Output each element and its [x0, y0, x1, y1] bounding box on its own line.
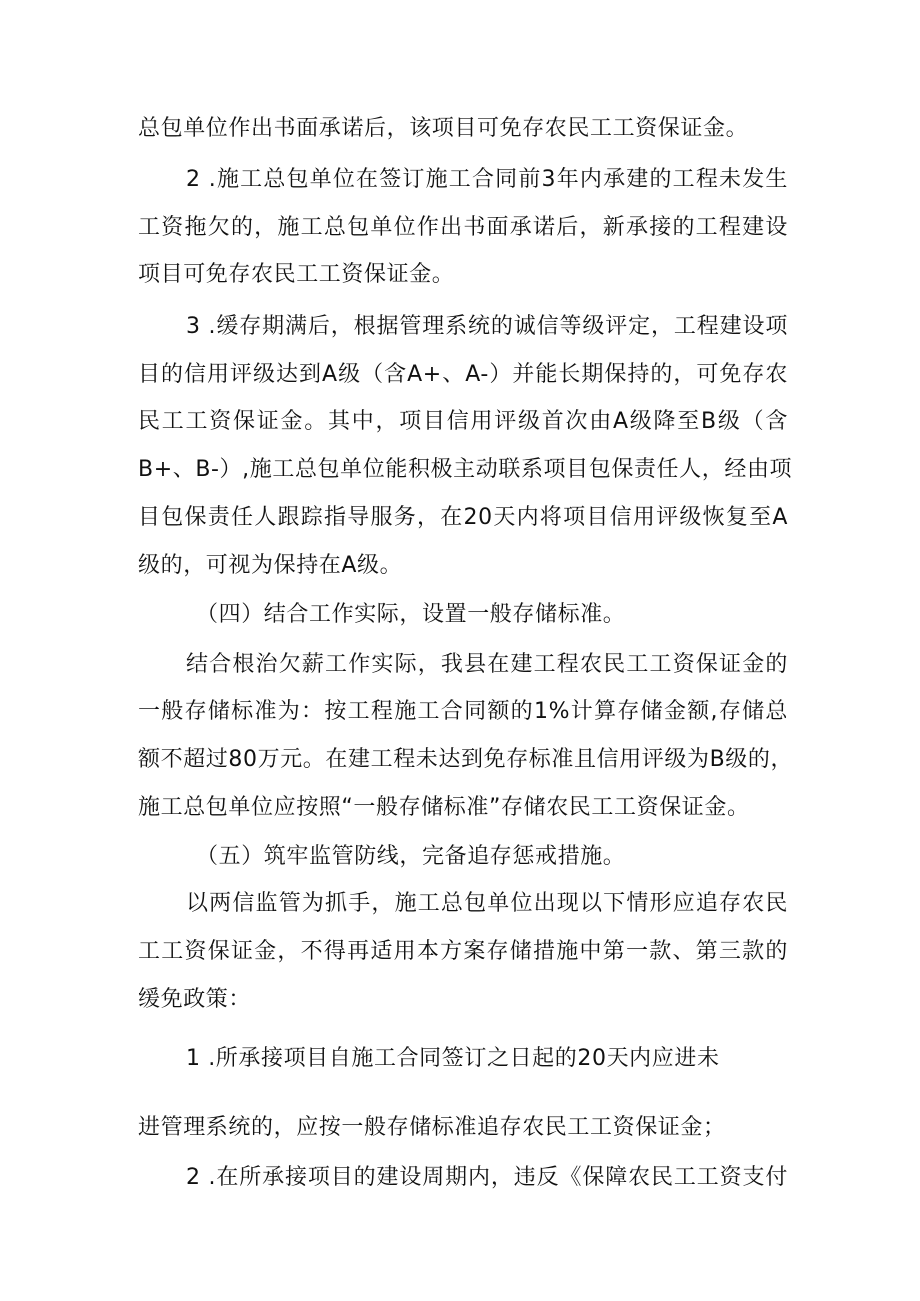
- section-heading: （四）结合工作实际，设置一般存储标准。: [196, 602, 626, 627]
- text-line: 工工资保证金，不得再适用本方案存储措施中第一款、第三款的: [138, 939, 788, 964]
- text-line: 2 .施工总包单位在签订施工合同前3年内承建的工程未发生: [186, 167, 788, 192]
- text-line: 项目可免存农民工工资保证金。: [138, 262, 455, 287]
- text-line: 3 .缓存期满后，根据管理系统的诚信等级评定，工程建设项: [186, 314, 788, 339]
- text-line: 民工工资保证金。其中，项目信用评级首次由A级降至B级（含: [138, 409, 788, 434]
- text-line: 工资拖欠的，施工总包单位作出书面承诺后，新承接的工程建设: [138, 215, 788, 240]
- text-line: 1 .所承接项目自施工合同签订之日起的20天内应进未: [186, 1046, 720, 1071]
- text-line: 2 .在所承接项目的建设周期内，违反《保障农民工工资支付: [186, 1165, 788, 1190]
- text-line: 进管理系统的，应按一般存储标准追存农民工工资保证金；: [138, 1115, 726, 1140]
- text-line: 施工总包单位应按照“一般存储标准”存储农民工工资保证金。: [138, 795, 750, 820]
- text-line: 以两信监管为抓手，施工总包单位出现以下情形应追存农民: [186, 891, 788, 916]
- text-line: B+、B-）,施工总包单位能积极主动联系项目包保责任人，经由项: [138, 457, 793, 482]
- text-line: 额不超过80万元。在建工程未达到免存标准且信用评级为B级的，: [138, 747, 794, 772]
- text-line: 级的，可视为保持在A级。: [138, 553, 403, 578]
- text-line: 目包保责任人跟踪指导服务，在20天内将项目信用评级恢复至A: [138, 505, 788, 530]
- text-line: 目的信用评级达到A级（含A+、A-）并能长期保持的，可免存农: [138, 362, 788, 387]
- text-line: 结合根治欠薪工作实际，我县在建工程农民工工资保证金的: [186, 652, 788, 677]
- text-line: 缓免政策：: [138, 987, 252, 1012]
- section-heading: （五）筑牢监管防线，完备追存惩戒措施。: [196, 844, 626, 869]
- text-line: 一般存储标准为：按工程施工合同额的1%计算存储金额,存储总: [138, 699, 788, 724]
- text-line: 总包单位作出书面承诺后，该项目可免存农民工工资保证金。: [138, 116, 749, 141]
